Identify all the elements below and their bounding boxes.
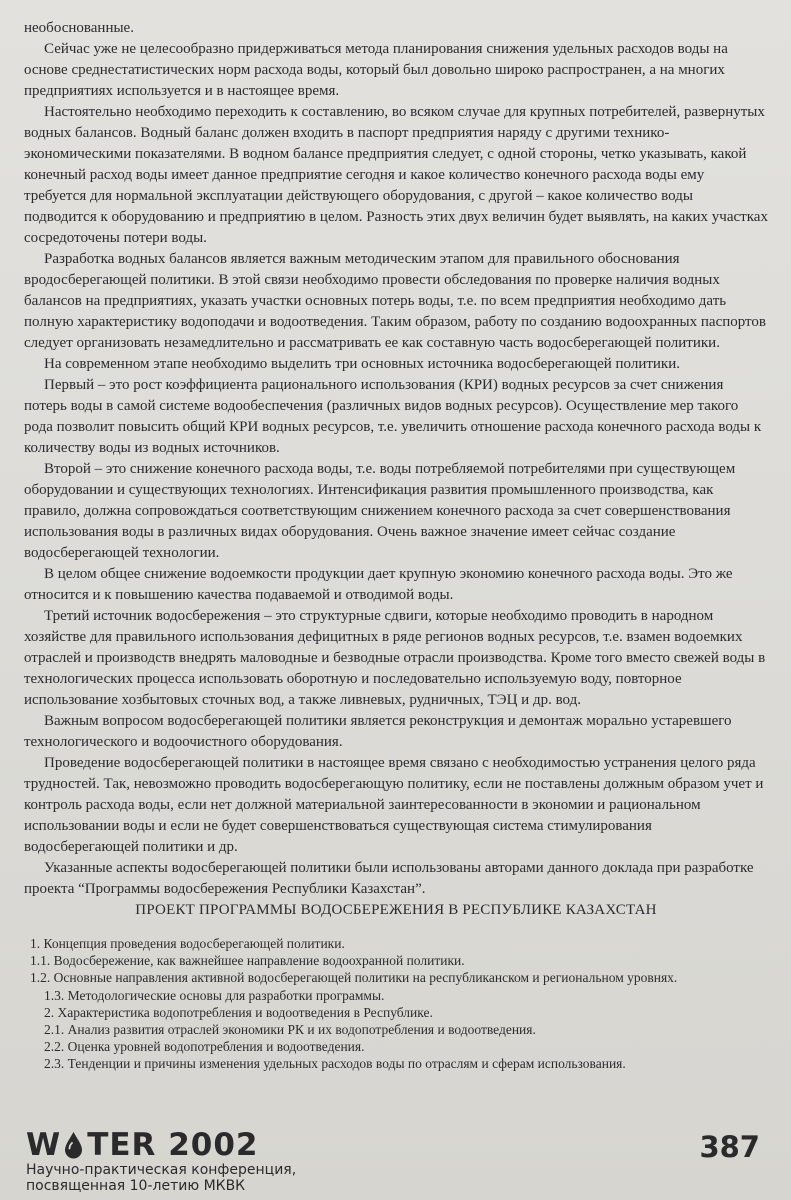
list-item: 1.1. Водосбережение, как важнейшее направление водоохранной политики. [30, 953, 465, 969]
conference-name [26, 1162, 296, 1194]
paragraph: необоснованные. [24, 20, 134, 36]
paragraph: Сейчас уже не целесообразно придерживаться метода планирования снижения удельных расходов воды на основе среднестатистических норм расхода воды, который был довольно широко распространен, а на многих предприятиях используется и в настоящее время. [24, 41, 728, 99]
paragraph: Указанные аспекты водосберегающей политики были использованы авторами данного доклада при разработке проекта “Программы водосбережения Республики Казахстан”. [24, 860, 754, 897]
list-item: 2.2. Оценка уровней водопотребления и водоотведения. [44, 1039, 365, 1055]
list-item: 1.2. Основные направления активной водосберегающей политики на республиканском и региональном уровнях. [30, 970, 678, 986]
paragraph: В целом общее снижение водоемкости продукции дает крупную экономию конечного расхода воды. Это же относится и к повышению качества подаваемой и отводимой воды. [24, 566, 733, 603]
conference-line: Научно-практическая конференция, [26, 1162, 297, 1178]
paragraph: Разработка водных балансов является важным методическим этапом для правильного обоснования вродосберегающей политики. В этой связи необходимо провести обследования по проверке наличия водных балансов на предприятиях, указать участки основных потерь воды, т.е. по всем предприятия необходимо дать полную характеристику водоподачи и водоотведения. Таким образом, работу по созданию водоохранных паспортов следует организовать незамедлительно и рассматривать ее как составную часть водосберегающей политики. [24, 251, 766, 351]
logo-text: TER 2002 [87, 1127, 259, 1163]
paragraph: Проведение водосберегающей политики в настоящее время связано с необходимостью устранения целого ряда трудностей. Так, невозможно проводить водосберегающую политику, если не поставлены должным образом учет и контроль расхода воды, если нет должной материальной заинтересованности в экономии и рациональном использовании воды и если не будет совершенствоваться существующая система стимулирования водосберегающей политики и др. [24, 755, 764, 855]
list-item: 2.1. Анализ развития отраслей экономики РК и их водопотребления и водоотведения. [44, 1022, 536, 1038]
paragraph: Настоятельно необходимо переходить к составлению, во всяком случае для крупных потребителей, развернутых водных балансов. Водный баланс должен входить в паспорт предприятия наряду с другими технико-экономическими показателями. В водном балансе предприятия следует, с одной стороны, четко указывать, какой конечный расход воды имеет данное предприятие сегодня и какое количество конечного расхода воды ему требуется для нормальной эксплуатации действующего оборудования, с другой – какое количество воды подводится к оборудованию и предприятию в целом. Разность этих двух величин будет выявлять, на каких участках сосредоточены потери воды. [24, 104, 768, 246]
list-item: 1.3. Методологические основы для разработки программы. [44, 987, 385, 1003]
body-text [24, 18, 768, 900]
page-footer [26, 1128, 766, 1194]
paragraph: Второй – это снижение конечного расхода воды, т.е. воды потребляемой потребителями при существующем оборудовании и существующих технологиях. Интенсификация развития промышленного производства, как правило, должна сопровождаться соответствующим снижением конечного расхода за счет совершенствования использования воды в различных видах оборудования. Очень важное значение имеет сейчас создание водосберегающей технологии. [24, 461, 736, 561]
conference-line: посвященная 10-летию МКВК [26, 1178, 246, 1194]
logo-letter: W [26, 1127, 62, 1163]
list-item: 2. Характеристика водопотребления и водоотведения в Республике. [44, 1004, 433, 1020]
page-number: 387 [699, 1130, 760, 1164]
list-item: 2.3. Тенденции и причины изменения удельных расходов воды по отраслям и сферам использования. [44, 1056, 626, 1072]
program-contents-list [26, 935, 766, 1073]
list-item: 1. Концепция проведения водосберегающей политики. [30, 936, 345, 951]
paragraph: Первый – это рост коэффициента рационального использования (КРИ) водных ресурсов за счет снижения потерь воды в самой системе водообеспечения (различных видов водных ресурсов). Осуществление мер такого рода позволит повысить общий КРИ водных ресурсов, т.е. увеличить отношение расхода конечного расхода воды к количеству воды из водных источников. [24, 377, 762, 456]
water-drop-icon [62, 1131, 85, 1159]
water-2002-logo [26, 1128, 258, 1162]
paragraph: На современном этапе необходимо выделить три основных источника водосберегающей политики. [44, 356, 680, 372]
paragraph: Третий источник водосбережения – это структурные сдвиги, которые необходимо проводить в народном хозяйстве для правильного использования дефицитных в ряде регионов водных ресурсов, т.е. взамен водоемких отраслей и производств внедрять маловодные и безводные отрасли производства. Кроме того вместо свежей воды в технологических процесса использовать оборотную и последовательно используемую воду, повторное использование хозбытовых сточных вод, а также ливневых, рудничных, ТЭЦ и др. вод. [24, 608, 766, 708]
section-title: ПРОЕКТ ПРОГРАММЫ ВОДОСБЕРЕЖЕНИЯ В РЕСПУБЛИКЕ КАЗАХСТАН [135, 902, 657, 918]
paragraph: Важным вопросом водосберегающей политики является реконструкция и демонтаж морально устаревшего технологического и водоочистного оборудования. [24, 713, 732, 750]
